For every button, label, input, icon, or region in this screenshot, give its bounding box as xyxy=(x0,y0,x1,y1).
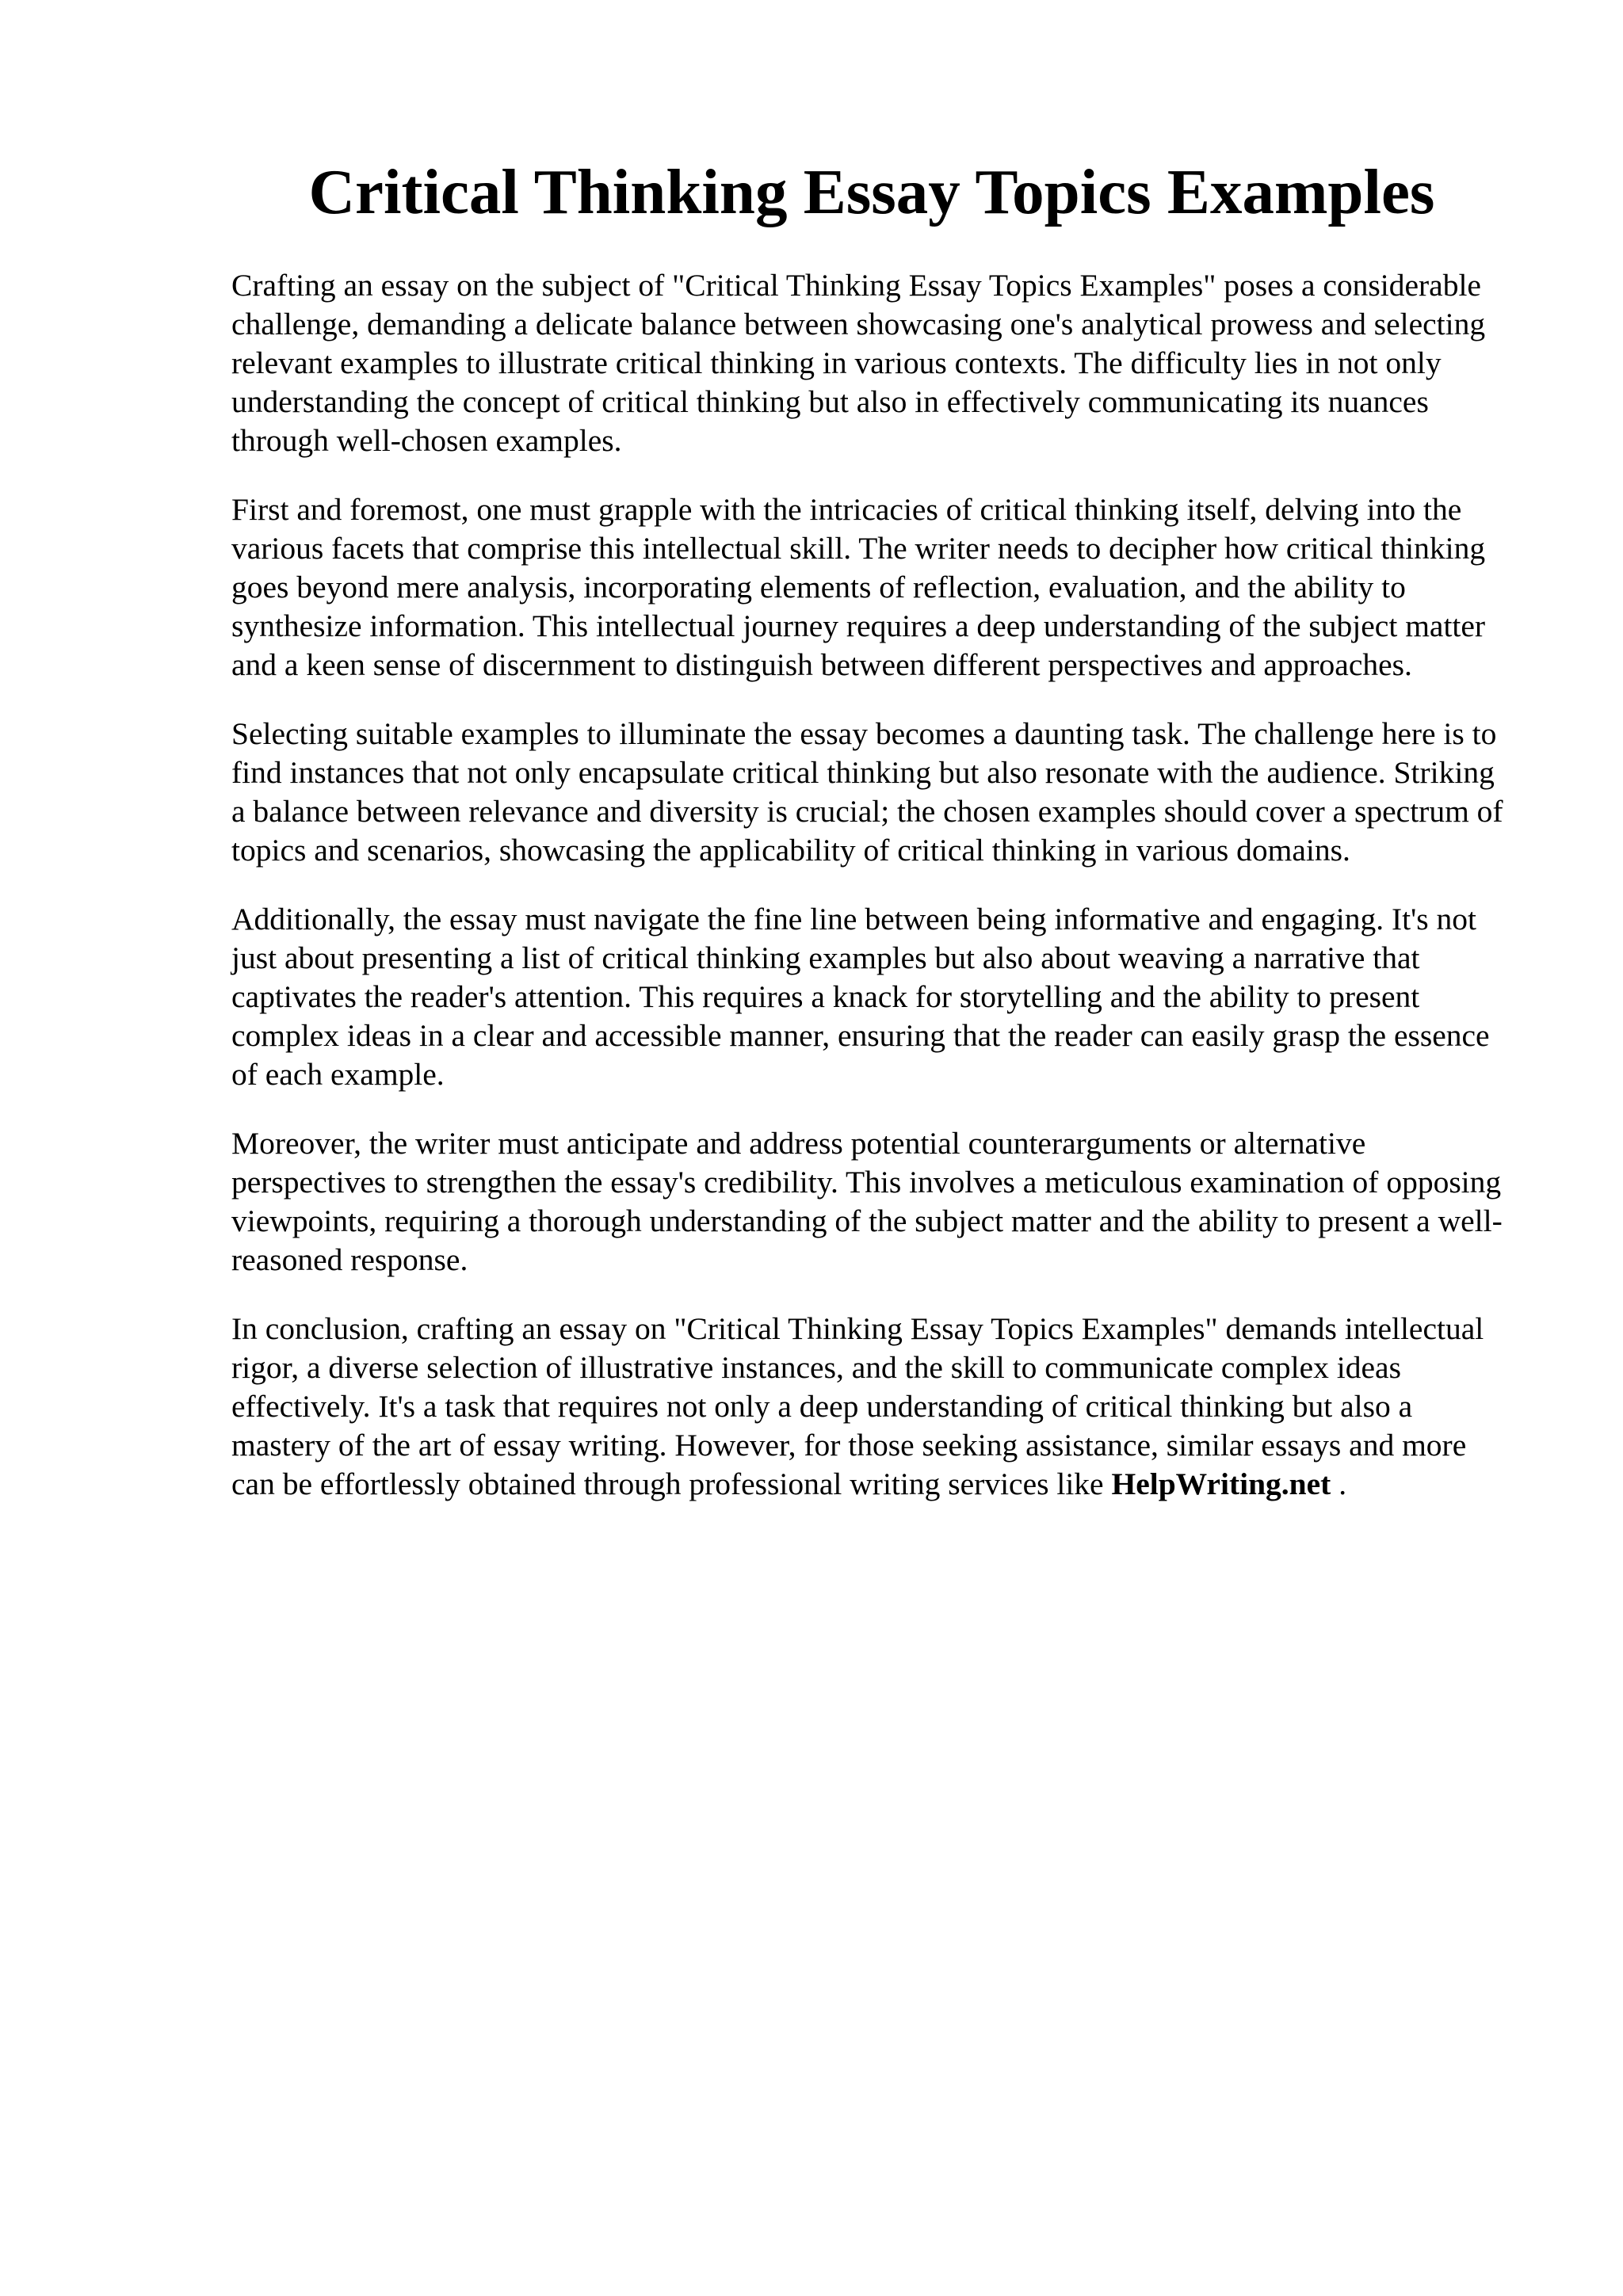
paragraph-1: Crafting an essay on the subject of "Critical Thinking Essay Topics Examples" poses a considerable challenge, demanding a delicate balance between showcasing one's analytical prowess and selecting relevant examples to illustrate critical thinking in various contexts. The difficulty lies in not only understanding the concept of critical thinking but also in effectively communicating its nuances through well-chosen examples. xyxy=(231,268,1486,458)
paragraph-5: Moreover, the writer must anticipate and address potential counterarguments or alternative perspectives to strengthen the essay's credibility. This involves a meticulous examination of opposing viewpoints, requiring a thorough understanding of the subject matter and the ability to present a well-reasoned response. xyxy=(231,1126,1503,1277)
conclusion-end: . xyxy=(1331,1466,1347,1501)
paragraph-4: Additionally, the essay must navigate the fine line between being informative and engaging. It's not just about presenting a list of critical thinking examples but also about weaving a narrative that captivates the reader's attention. This requires a knack for storytelling and the ability to present complex ideas in a clear and accessible manner, ensuring that the reader can easily grasp the essence of each example. xyxy=(231,902,1490,1092)
paragraph-2: First and foremost, one must grapple with the intricacies of critical thinking itself, delving into the various facets that comprise this intellectual skill. The writer needs to decipher how critical thinking goes beyond mere analysis, incorporating elements of reflection, evaluation, and the ability to synthesize information. This intellectual journey requires a deep understanding of the subject matter and a keen sense of discernment to distinguish between different perspectives and approaches. xyxy=(231,492,1486,682)
paragraph-conclusion xyxy=(231,1310,1507,1504)
document-title: Critical Thinking Essay Topics Examples xyxy=(308,156,1435,227)
paragraph-3: Selecting suitable examples to illuminate the essay becomes a daunting task. The challenge here is to find instances that not only encapsulate critical thinking but also resonate with the audience. Striking a balance between relevance and diversity is crucial; the chosen examples should cover a spectrum of topics and scenarios, showcasing the applicability of critical thinking in various domains. xyxy=(231,716,1503,868)
conclusion-text: In conclusion, crafting an essay on "Critical Thinking Essay Topics Examples" demands intellectual rigor, a diverse selection of illustrative instances, and the skill to communicate complex ideas effectively. It's a task that requires not only a deep understanding of critical thinking but also a mastery of the art of essay writing. However, for those seeking assistance, similar essays and more can be effortlessly obtained through professional writing services like xyxy=(231,1311,1484,1501)
helpwriting-link[interactable]: HelpWriting.net xyxy=(1111,1466,1331,1501)
document-body xyxy=(231,266,1507,1534)
